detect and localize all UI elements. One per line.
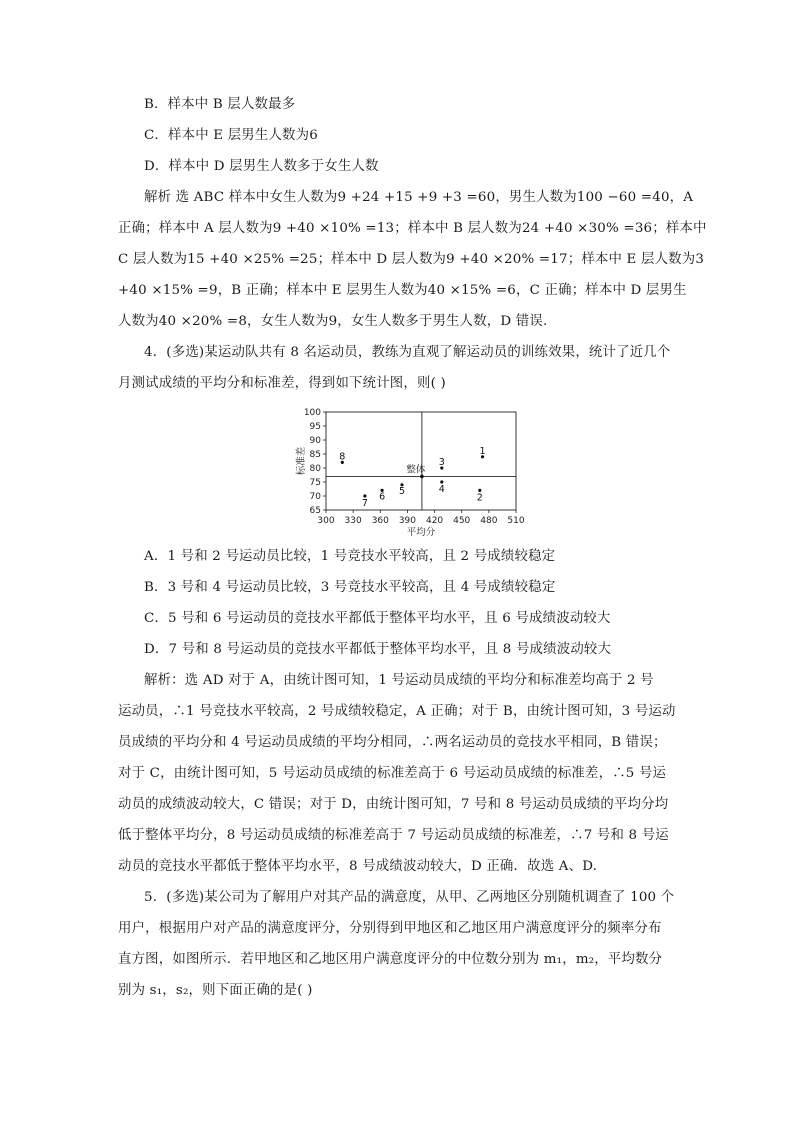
option-d: D．样本中 D 层男生人数多于女生人数 (144, 159, 379, 174)
overall-label: 整体 (406, 464, 426, 476)
question-5-stem: 直方图，如图所示．若甲地区和乙地区用户满意度评分的中位数分别为 m₁，m₂，平均数分 (118, 952, 663, 967)
y-axis-label: 标准差 (296, 446, 307, 476)
point-label-8: 8 (339, 451, 346, 463)
y-tick-label: 70 (309, 492, 321, 502)
x-tick-label: 360 (371, 516, 389, 526)
option-a: A．1 号和 2 号运动员比较，1 号竞技水平较高，且 2 号成绩较稳定 (144, 549, 556, 564)
option-c: C．样本中 E 层男生人数为6 (144, 128, 318, 143)
plot-frame (326, 412, 516, 510)
y-tick-label: 75 (309, 478, 321, 488)
solution-line: 员成绩的平均分和 4 号运动员成绩的平均分相同，∴两名运动员的竞技水平相同，B 错误； (118, 735, 667, 750)
y-tick-label: 80 (309, 464, 321, 474)
point-label-5: 5 (398, 485, 406, 497)
solution-line: 运动员，∴1 号竞技水平较高，2 号成绩较稳定，A 正确；对于 B，由统计图可知，3 号运动 (118, 704, 676, 719)
x-tick-label: 480 (480, 516, 498, 526)
solution-line: 正确；样本中 A 层人数为9 +40 ×10% =13；样本中 B 层人数为24 +40 ×30% =36；样本中 (118, 221, 707, 236)
solution-line: 解析：选 AD 对于 A，由统计图可知，1 号运动员成绩的平均分和标准差均高于 2 号 (144, 673, 654, 688)
y-tick-label: 85 (309, 450, 321, 460)
y-tick-label: 100 (303, 408, 321, 418)
x-tick-label: 510 (507, 516, 525, 526)
solution-line: +40 ×15% =9，B 正确；样本中 E 层男生人数为40 ×15% =6，C 正确；样本中 D 层男生 (118, 283, 687, 298)
solution-line: C 层人数为15 +40 ×25% =25；样本中 D 层人数为9 +40 ×20% =17；样本中 E 层人数为3 (118, 252, 705, 267)
option-b: B．3 号和 4 号运动员比较，3 号竞技水平较高，且 4 号成绩较稳定 (144, 580, 556, 595)
solution-line: 解析 选 ABC 样本中女生人数为9 +24 +15 +9 +3 =60，男生人数为100 −60 =40，A (144, 190, 694, 205)
solution-line: 对于 C，由统计图可知，5 号运动员成绩的标准差高于 6 号运动员成绩的标准差，∴5 号运 (118, 766, 667, 781)
question-5-stem: 5．(多选)某公司为了解用户对其产品的满意度，从甲、乙两地区分别随机调查了 100 个 (144, 890, 675, 905)
point-label-7: 7 (361, 498, 368, 509)
x-tick-label: 330 (344, 516, 362, 526)
x-tick-label: 450 (453, 516, 471, 526)
scatter-chart (292, 405, 532, 540)
option-c: C．5 号和 6 号运动员的竞技水平都低于整体平均水平，且 6 号成绩波动较大 (144, 611, 611, 626)
point-label-3: 3 (438, 457, 445, 468)
x-tick-label: 390 (398, 516, 417, 526)
x-tick-label: 420 (425, 516, 444, 526)
question-5-stem: 用户，根据用户对产品的满意度评分，分别得到甲地区和乙地区用户满意度评分的频率分布 (118, 921, 662, 936)
point-label-6: 6 (379, 491, 386, 503)
solution-line: 人数为40 ×20% =8，女生人数为9，女生人数多于男生人数，D 错误. (118, 314, 548, 329)
y-tick-label: 65 (309, 506, 321, 516)
point-label-1: 1 (479, 445, 486, 457)
question-5-stem: 别为 s₁，s₂，则下面正确的是( ) (118, 983, 313, 998)
y-tick-label: 95 (309, 422, 321, 432)
point-label-4: 4 (438, 484, 445, 495)
option-d: D．7 号和 8 号运动员的竞技水平都低于整体平均水平，且 8 号成绩波动较大 (144, 642, 612, 657)
x-tick-label: 300 (317, 516, 335, 526)
question-4-stem: 4．(多选)某运动队共有 8 名运动员，教练为直观了解运动员的训练效果，统计了近几个 (144, 345, 671, 360)
y-tick-label: 90 (309, 436, 321, 446)
x-axis-label: 平均分 (406, 527, 436, 538)
option-b: B．样本中 B 层人数最多 (144, 97, 296, 112)
solution-line: 动员的成绩波动较大，C 错误；对于 D，由统计图可知，7 号和 8 号运动员成绩的平均分均 (118, 797, 669, 812)
question-4-stem: 月测试成绩的平均分和标准差，得到如下统计图，则( ) (118, 376, 446, 391)
point-label-2: 2 (476, 492, 483, 504)
solution-line: 低于整体平均分，8 号运动员成绩的标准差高于 7 号运动员成绩的标准差，∴7 号和 8 号运 (118, 828, 669, 843)
solution-line: 动员的竞技水平都低于整体平均水平，8 号成绩波动较大，D 正确．故选 A、D. (118, 859, 598, 874)
